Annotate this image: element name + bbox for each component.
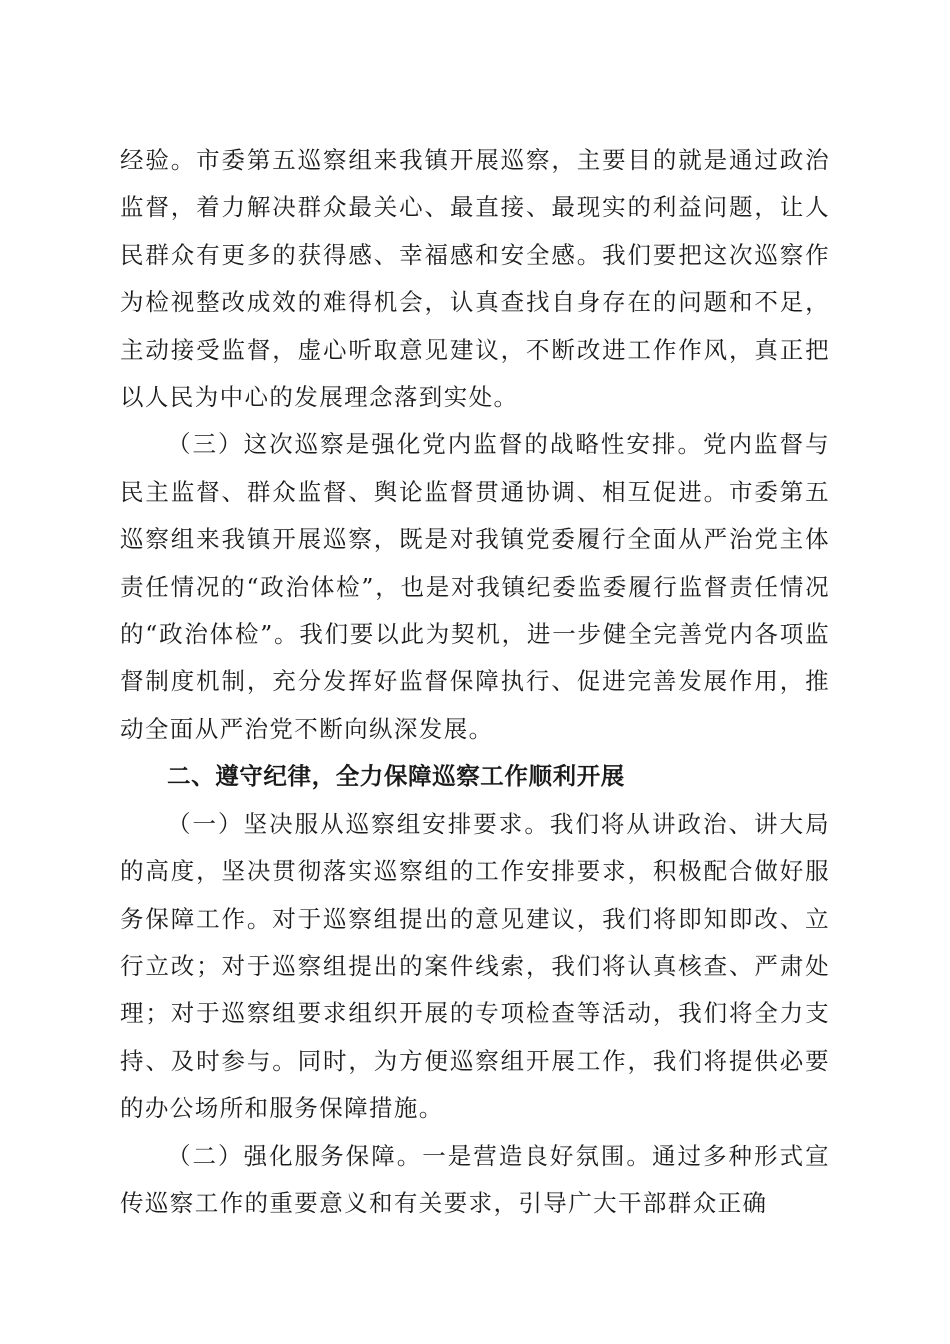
section-heading-2: 二、遵守纪律，全力保障巡察工作顺利开展 <box>167 762 625 791</box>
paragraph-subsection-2: （二）强化服务保障。一是营造良好氛围。通过多种形式宣传巡察工作的重要意义和有关要求，引导广大干部群众正确 <box>120 1141 830 1217</box>
paragraph-section-3: （三）这次巡察是强化党内监督的战略性安排。党内监督与民主监督、群众监督、舆论监督贯通协调、相互促进。市委第五巡察组来我镇开展巡察，既是对我镇党委履行全面从严治党主体责任情况的“政治体检”，也是对我镇纪委监委履行监督责任情况的“政治体检”。我们要以此为契机，进一步健全完善党内各项监督制度机制，充分发挥好监督保障执行、促进完善发展作用，推动全面从严治党不断向纵深发展。 <box>120 430 830 743</box>
paragraph-continuation: 经验。市委第五巡察组来我镇开展巡察，主要目的就是通过政治监督，着力解决群众最关心、最直接、最现实的利益问题，让人民群众有更多的获得感、幸福感和安全感。我们要把这次巡察作为检视整改成效的难得机会，认真查找自身存在的问题和不足，主动接受监督，虚心听取意见建议，不断改进工作作风，真正把以人民为中心的发展理念落到实处。 <box>120 146 830 412</box>
paragraph-subsection-1: （一）坚决服从巡察组安排要求。我们将从讲政治、讲大局的高度，坚决贯彻落实巡察组的工作安排要求，积极配合做好服务保障工作。对于巡察组提出的意见建议，我们将即知即改、立行立改；对于巡察组提出的案件线索，我们将认真核查、严肃处理；对于巡察组要求组织开展的专项检查等活动，我们将全力支持、及时参与。同时，为方便巡察组开展工作，我们将提供必要的办公场所和服务保障措施。 <box>120 809 830 1123</box>
document-page <box>120 137 830 1227</box>
